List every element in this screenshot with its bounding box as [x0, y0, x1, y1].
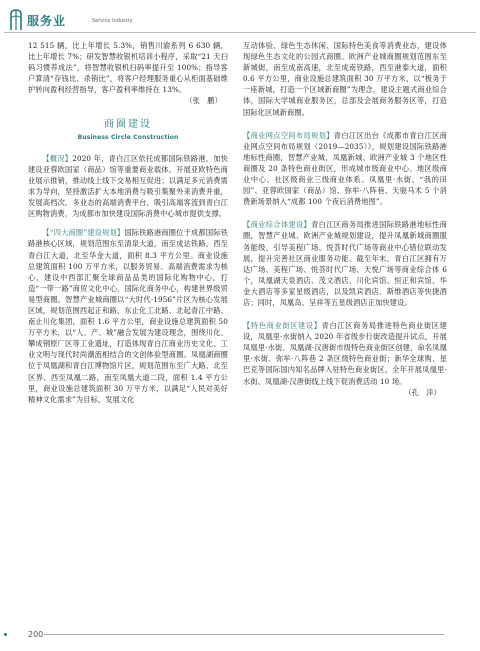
paragraph-tag: 【商业综合体建设】	[243, 220, 312, 230]
author-signature: （孔 洋）	[404, 387, 441, 397]
paragraph-text: 青白江区商务局推进国际铁路港地标性商圈，智慧产业城、欧洲产业城规划建设，提升凤凰新城商圈服务能级，引导美程广场、悦荟时代广场等商业中心错位联动发展，提升完善社区商业服务功能。截至年末，青白江区拥有万达广场、美程广场、悦荟时代广场、天悦广场等商业综合体 6 个，凤凰湖天泉酒店、茂文酒店、川化宾馆、恒正和宾馆、华金大酒店等多家星级酒店，以及凯宾酒店、斯维酒店等快捷酒店；同时，凤凰岛、呈祥等五星级酒店正加快建设。	[243, 220, 447, 307]
author-signature: （张 鹏）	[185, 96, 222, 106]
paragraph-text: 国际铁路港商圈位于成都国际铁路港核心区域，规划范围东至清泉大道，南至成达铁路，西至青白江大道，北至华金大道，面积 8.3 平方公里。商业设施总建筑面积 100 万平方米，以服务贸易、高端消费需求为核心，建设中西部汇聚全球商品品类的国际化购物中心，打造“一带一路”商贸文化中心、国际化商务中心，构建世界级贸易型商圈。智慧产业城商圈以“大时代·1956”片区为核心发展区域，规划范围西起正和路、东止化工北路、北起青江中路、南止川化集团，面积 1.6 平方公里，商业设施总建筑面积 50 万平方米，以“人、产、城”融合发展为建设理念，围绕川化、攀成钢原厂区等工业遗址，打造体现青白江商业历史文化、工业文明与现代时尚潮流相结合的文创体验型商圈。凤凰湖商圈位于凤凰湖和青白江博物馆片区，规划范围东至广大路、北至区界、西至凤凰二路，南至凤凰大道二段，面积 1.4 平方公里，商业设施总建筑面积 30 万平方米，以满足“人民对美好精神文化需求”为目标，发展文化	[28, 228, 228, 404]
section-title: 商圈建设	[104, 118, 152, 130]
paragraph-tag: 【特色商业街区建设】	[243, 321, 322, 331]
paragraph-intro: 12 515 辆，比上年增长 5.3%，销售川渝系列 6 630 辆，比上年增长 7%；研发智慧收银机培训小程序，采取“21 天扫码习惯养成法”，将智慧收银机扫码率提升至 100%；指导客户算清“存钱比、杀销比”，将客户经理服务重心从柜面基础维护转向盈利经营指导，客户盈利率维持在 13%。	[28, 41, 228, 95]
paragraph-text: 青白江区商务局推进特色商业街区建设，凤凰里·水街纳入 2020 年省级步行街改造提升试点，开展凤凰里·水街、凤凰湖·汉唐街市级特色商业街区创建，命名凤凰里·水街、弥牟·八阵巷 2 条区级特色商业街；新华全球购、星巴克等国际国内知名品牌入驻特色商业街区，全年开展凤凰里·水街、凤凰湖·汉唐街线上线下促消费活动 10 场。	[243, 321, 447, 386]
paragraph-complex	[243, 219, 447, 308]
paragraph-continued: 互动体验、绿色生态休闲、国际特色美食等消费业态，建设体现绿色生态文化的公园式商圈。欧洲产业城商圈规划范围东至新城街，南至成南高速，北至成南铁路，西至港泰大道，面积 0.6 平方公里，商业设施总建筑面积 30 万平方米，以“极务于一座新城，打造一个区域新商圈”为理念，建设主题式商业综合体，国际大学城商业服务区，总部及会展商务服务区等，打造国际化区域新商圈。	[243, 41, 447, 117]
section-subtitle: Business Circle Construction	[77, 133, 179, 141]
header-subtitle: Service Industry	[92, 18, 133, 24]
paragraph-overview	[28, 153, 228, 220]
paragraph-tag: 【概况】	[42, 153, 73, 163]
right-column	[243, 40, 447, 398]
paragraph-street	[243, 320, 447, 387]
logo-icon	[8, 8, 24, 32]
header-divider	[4, 32, 476, 33]
header-title: 服务业	[27, 14, 67, 28]
paragraph-layout-plan	[243, 130, 447, 208]
page-number: 200	[28, 630, 44, 639]
paragraph-tag: 【商业网点空间布局规划】	[243, 130, 334, 140]
paragraph-text: 青白江区出台《成都市青白江区商业网点空间布局规划（2019—2035）》，规划建设国际铁路港地标性商圈，智慧产业城、凤凰新城、欧洲产业城 3 个地区性商圈及 20 条特色商业街区，形成城市级商业中心、地区级商业中心、社区级商业三级商业体系。凤凰里·水街、“我的田园”、亚蓉欧国家（商品）馆、弥牟·八阵巷、天骏马术 5 个消费新场景纳入“成都 100 个夜后消费地图”。	[243, 130, 447, 207]
left-column	[28, 40, 228, 405]
paragraph-text: 2020 年，青白江区依托成都国际铁路港，加快建设亚蓉欧国家（商品）馆等重要商业载体，开展亚欧特色商业展示推销，推动线上线下交易相互促进；以满足多元消费需求为导向，坚持激活扩大本地消费与吸引集聚外来消费并重，发展高档次、多业态的高端消费平台，吸引高端客流到青白江区购物消费，为成都市加快建设国际消费中心城市提供支撑。	[28, 153, 228, 219]
footer-divider	[44, 634, 444, 635]
footer-dot	[4, 633, 7, 636]
paragraph-four-circles	[28, 227, 228, 405]
paragraph-tag: 【“四大商圈”建设规划】	[42, 228, 125, 238]
